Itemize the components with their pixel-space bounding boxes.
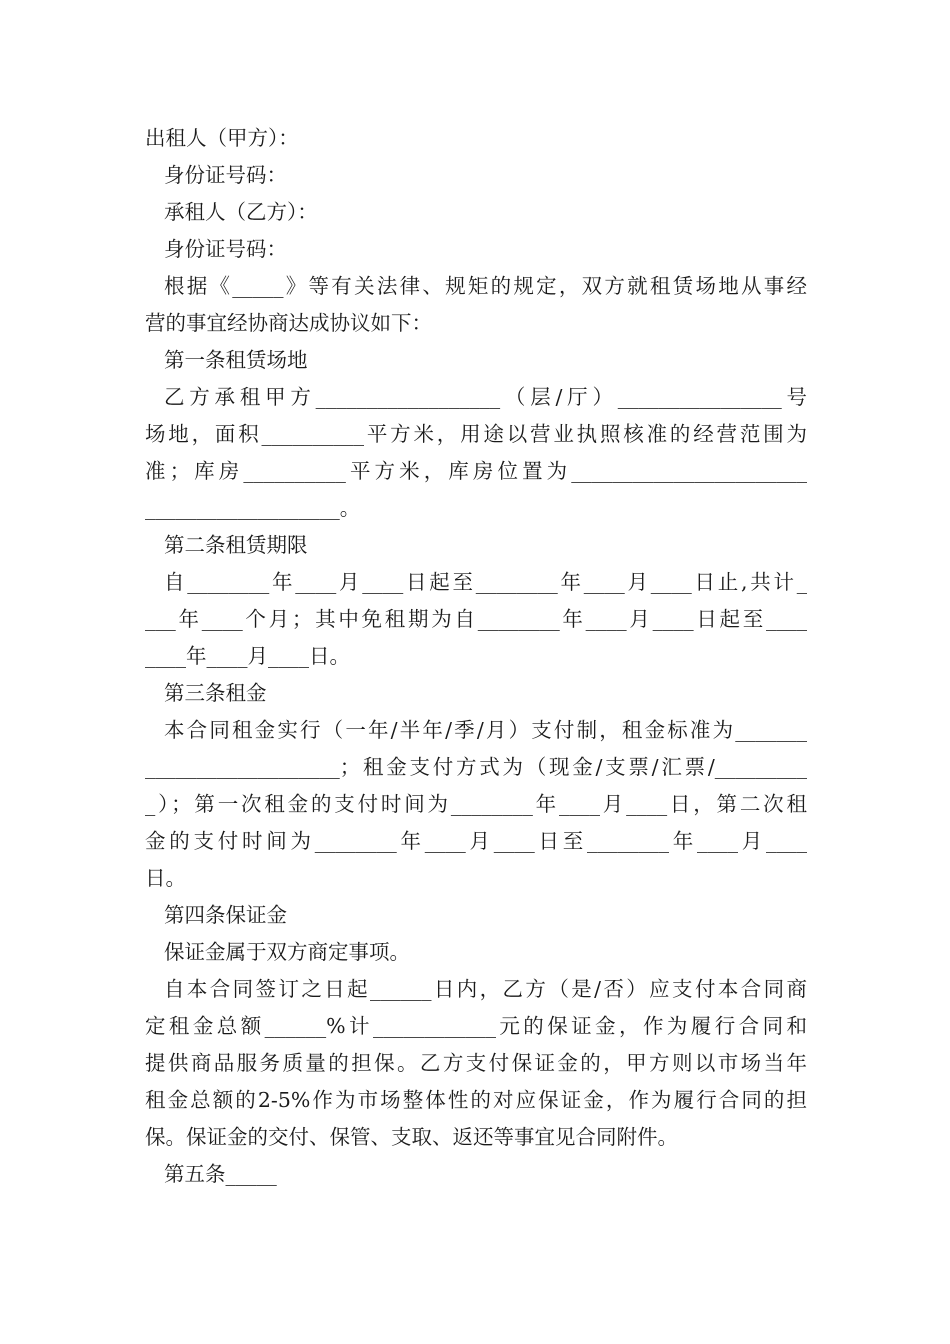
article-4-line-6: 保。保证金的交付、保管、支取、返还等事宜见合同附件。 — [145, 1125, 678, 1149]
contract-document — [145, 120, 807, 1193]
article-4-line-3: 定租金总额______%计____________元的保证金，作为履行合同和 — [145, 1014, 807, 1038]
article-4-line-4: 提供商品服务质量的担保。乙方支付保证金的，甲方则以市场当年 — [145, 1051, 807, 1075]
article-1-line-2: 场地，面积__________平方米，用途以营业执照核准的经营范围为 — [145, 422, 807, 446]
article-3-line-4: 金的支付时间为________年____月____日至________年____月____ — [145, 829, 807, 853]
article-3-line-2: ___________________；租金支付方式为（现金/支票/汇票/_________ — [145, 755, 807, 779]
article-3-line-3: _）；第一次租金的支付时间为________年____月____日，第二次租 — [145, 792, 807, 816]
lessee-id-line: 身份证号码： — [164, 237, 287, 261]
article-3-heading: 第三条租金 — [164, 681, 267, 705]
article-1-line-4: ___________________。 — [145, 496, 361, 520]
article-2-line-3: ____年____月____日。 — [145, 644, 350, 668]
preamble-line-2: 营的事宜经协商达成协议如下： — [145, 311, 432, 335]
article-5-heading: 第五条_____ — [164, 1162, 277, 1186]
article-4-line-2: 自本合同签订之日起______日内，乙方（是/否）应支付本合同商 — [164, 977, 807, 1001]
lessee-line: 承租人（乙方）： — [164, 200, 318, 224]
preamble-line-1: 根据《_____》等有关法律、规矩的规定，双方就租赁场地从事经 — [164, 274, 807, 298]
article-4-line-5: 租金总额的2-5%作为市场整体性的对应保证金，作为履行合同的担 — [145, 1088, 807, 1112]
article-1-line-3: 准；库房__________平方米，库房位置为_______________________ — [145, 459, 807, 483]
article-4-line-1: 保证金属于双方商定事项。 — [164, 940, 410, 964]
article-2-heading: 第二条租赁期限 — [164, 533, 308, 557]
lessor-id-line: 身份证号码： — [164, 163, 287, 187]
article-2-line-2: ___年____个月；其中免租期为自________年____月____日起至____ — [145, 607, 807, 631]
article-3-line-1: 本合同租金实行（一年/半年/季/月）支付制，租金标准为_______ — [164, 718, 807, 742]
article-1-heading: 第一条租赁场地 — [164, 348, 308, 372]
article-1-line-1: 乙方承租甲方__________________（层/厅）________________号 — [164, 385, 807, 409]
article-3-line-5: 日。 — [145, 866, 186, 890]
lessor-line: 出租人（甲方）： — [145, 126, 299, 150]
article-4-heading: 第四条保证金 — [164, 903, 287, 927]
article-2-line-1: 自________年____月____日起至________年____月____日止,共计_ — [164, 570, 807, 594]
